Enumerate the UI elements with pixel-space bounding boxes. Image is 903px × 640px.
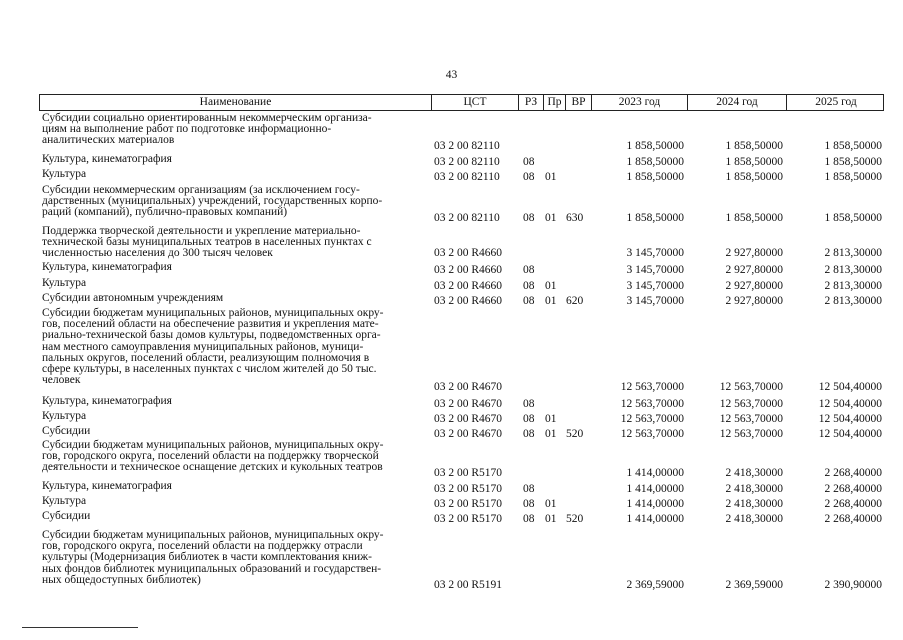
row-value-2025: 1 858,50000 (824, 212, 882, 224)
row-value-2024: 12 563,70000 (719, 428, 783, 440)
table-row (0, 154, 903, 169)
table-row (0, 262, 903, 277)
row-cst: 03 2 00 R5170 (434, 498, 503, 510)
row-value-2025: 2 268,40000 (824, 513, 882, 525)
row-value-2024: 2 369,59000 (725, 579, 783, 591)
row-pr: 01 (545, 513, 557, 525)
table-row (0, 496, 903, 511)
row-value-2023: 1 414,00000 (626, 467, 684, 479)
row-value-2024: 1 858,50000 (725, 171, 783, 183)
row-value-2025: 1 858,50000 (824, 156, 882, 168)
row-cst: 03 2 00 82110 (434, 140, 500, 152)
row-name: Культура (42, 277, 87, 289)
row-value-2023: 1 858,50000 (626, 212, 684, 224)
table-row (0, 481, 903, 496)
header-2023: 2023 год (591, 95, 687, 110)
row-name: Культура (42, 168, 87, 180)
header-vr: ВР (565, 95, 591, 110)
row-name: Культура, кинематография (42, 395, 172, 407)
row-value-2023: 3 145,70000 (626, 247, 684, 259)
table-row (0, 308, 903, 394)
row-value-2025: 1 858,50000 (824, 140, 882, 152)
row-value-2025: 2 813,30000 (824, 264, 882, 276)
row-name: Культура, кинематография (42, 153, 172, 165)
row-value-2024: 2 927,80000 (725, 280, 783, 292)
row-value-2023: 3 145,70000 (626, 295, 684, 307)
row-cst: 03 2 00 R4670 (434, 398, 503, 410)
row-cst: 03 2 00 R5170 (434, 483, 503, 495)
table-row (0, 440, 903, 480)
row-value-2023: 1 414,00000 (626, 498, 684, 510)
row-cst: 03 2 00 R4670 (434, 413, 503, 425)
row-name: Субсидии бюджетам муниципальных районов, муниципальных окру- гов, городского округа, поселений области на поддержку отрасли культуры (Модернизация библиотек в части комплектования книж- ных фондов библиотек муниципальных образований и государствен- ных общедоступных библиотек) (42, 529, 384, 586)
row-cst: 03 2 00 82110 (434, 212, 500, 224)
row-name: Субсидии социально ориентированным некоммерческим организа- циям на выполнение работ по подготовке информационно- аналитических материалов (42, 112, 372, 147)
row-value-2025: 2 390,90000 (824, 579, 882, 591)
row-value-2023: 1 858,50000 (626, 156, 684, 168)
row-value-2025: 2 268,40000 (824, 498, 882, 510)
table-row (0, 278, 903, 293)
row-cst: 03 2 00 R4660 (434, 264, 503, 276)
row-value-2023: 3 145,70000 (626, 280, 684, 292)
row-rz: 08 (523, 428, 535, 440)
table-row (0, 113, 903, 153)
row-value-2024: 1 858,50000 (725, 140, 783, 152)
row-cst: 03 2 00 R4660 (434, 295, 503, 307)
table-row (0, 396, 903, 411)
row-value-2025: 12 504,40000 (818, 381, 882, 393)
row-value-2024: 1 858,50000 (725, 212, 783, 224)
row-cst: 03 2 00 R4660 (434, 280, 503, 292)
header-pr: Пр (543, 95, 565, 110)
row-value-2023: 2 369,59000 (626, 579, 684, 591)
row-value-2023: 3 145,70000 (626, 264, 684, 276)
row-cst: 03 2 00 R4660 (434, 247, 503, 259)
row-name: Культура, кинематография (42, 480, 172, 492)
row-rz: 08 (523, 280, 535, 292)
row-rz: 08 (523, 483, 535, 495)
header-rz: РЗ (518, 95, 543, 110)
row-name: Культура, кинематография (42, 261, 172, 273)
row-value-2025: 12 504,40000 (818, 413, 882, 425)
row-value-2023: 12 563,70000 (620, 428, 684, 440)
row-value-2025: 2 813,30000 (824, 247, 882, 259)
row-value-2025: 2 268,40000 (824, 467, 882, 479)
row-value-2023: 1 858,50000 (626, 171, 684, 183)
row-name: Субсидии (42, 425, 91, 437)
row-rz: 08 (523, 498, 535, 510)
row-cst: 03 2 00 R4670 (434, 428, 503, 440)
row-value-2025: 12 504,40000 (818, 398, 882, 410)
row-value-2025: 2 813,30000 (824, 280, 882, 292)
row-value-2024: 2 927,80000 (725, 295, 783, 307)
header-2025: 2025 год (786, 95, 885, 110)
row-name: Субсидии автономным учреждениям (42, 292, 224, 304)
row-rz: 08 (523, 264, 535, 276)
row-vr: 520 (566, 428, 584, 440)
row-cst: 03 2 00 82110 (434, 156, 500, 168)
row-name: Поддержка творческой деятельности и укрепление материально- технической базы муниципальных театров в населенных пунктах с численностью населения до 300 тысяч человек (42, 225, 372, 260)
row-name: Субсидии некоммерческим организациям (за исключением госу- дарственных (муниципальных) учреждений, государственных корпо- раций (компаний), публично-правовых компаний) (42, 184, 383, 219)
row-pr: 01 (545, 171, 557, 183)
row-name: Субсидии бюджетам муниципальных районов, муниципальных окру- гов, городского округа, поселений области на поддержку творческой деятельности и техническое оснащение детских и кукольных театров (42, 439, 384, 474)
header-cst: ЦСТ (431, 95, 518, 110)
row-vr: 620 (566, 295, 584, 307)
row-vr: 630 (566, 212, 584, 224)
row-name: Культура (42, 495, 87, 507)
row-cst: 03 2 00 R4670 (434, 381, 503, 393)
row-value-2023: 12 563,70000 (620, 413, 684, 425)
row-rz: 08 (523, 156, 535, 168)
row-value-2024: 1 858,50000 (725, 156, 783, 168)
row-pr: 01 (545, 413, 557, 425)
row-value-2024: 12 563,70000 (719, 381, 783, 393)
row-value-2023: 12 563,70000 (620, 398, 684, 410)
row-value-2024: 2 418,30000 (725, 467, 783, 479)
row-value-2024: 12 563,70000 (719, 413, 783, 425)
row-cst: 03 2 00 R5191 (434, 579, 503, 591)
header-name: Наименование (199, 96, 272, 108)
footnote-rule (22, 627, 138, 628)
row-value-2023: 12 563,70000 (620, 381, 684, 393)
row-value-2023: 1 858,50000 (626, 140, 684, 152)
row-value-2025: 2 268,40000 (824, 483, 882, 495)
table-row (0, 511, 903, 526)
row-pr: 01 (545, 498, 557, 510)
row-value-2023: 1 414,00000 (626, 513, 684, 525)
row-value-2024: 2 418,30000 (725, 483, 783, 495)
row-rz: 08 (523, 171, 535, 183)
row-rz: 08 (523, 212, 535, 224)
row-rz: 08 (523, 413, 535, 425)
row-name: Субсидии (42, 510, 91, 522)
row-cst: 03 2 00 82110 (434, 171, 500, 183)
row-cst: 03 2 00 R5170 (434, 513, 503, 525)
row-value-2025: 1 858,50000 (824, 171, 882, 183)
row-value-2024: 12 563,70000 (719, 398, 783, 410)
row-pr: 01 (545, 280, 557, 292)
table-row (0, 293, 903, 308)
row-rz: 08 (523, 513, 535, 525)
row-pr: 01 (545, 212, 557, 224)
row-cst: 03 2 00 R5170 (434, 467, 503, 479)
page-number: 43 (445, 69, 458, 81)
table-row (0, 169, 903, 184)
row-pr: 01 (545, 428, 557, 440)
row-value-2024: 2 927,80000 (725, 247, 783, 259)
row-vr: 520 (566, 513, 584, 525)
row-rz: 08 (523, 295, 535, 307)
table-row (0, 226, 903, 260)
row-value-2024: 2 927,80000 (725, 264, 783, 276)
row-value-2025: 12 504,40000 (818, 428, 882, 440)
row-name: Культура (42, 410, 87, 422)
table-row (0, 185, 903, 225)
row-value-2025: 2 813,30000 (824, 295, 882, 307)
table-row (0, 530, 903, 592)
row-value-2024: 2 418,30000 (725, 513, 783, 525)
header-2024: 2024 год (687, 95, 786, 110)
row-name: Субсидии бюджетам муниципальных районов, муниципальных окру- гов, поселений области на обеспечение развития и укрепления мате- риально-технической базы домов культуры, подведомственных орга- нам местного самоуправления муниципальных районов, муници- пальных округов, поселений области, реализующим полномочия в сфере культуры, в населенных пунктах с числом жителей до 50 тыс. человек (42, 307, 384, 387)
row-pr: 01 (545, 295, 557, 307)
row-value-2024: 2 418,30000 (725, 498, 783, 510)
row-value-2023: 1 414,00000 (626, 483, 684, 495)
table-row (0, 411, 903, 426)
row-rz: 08 (523, 398, 535, 410)
